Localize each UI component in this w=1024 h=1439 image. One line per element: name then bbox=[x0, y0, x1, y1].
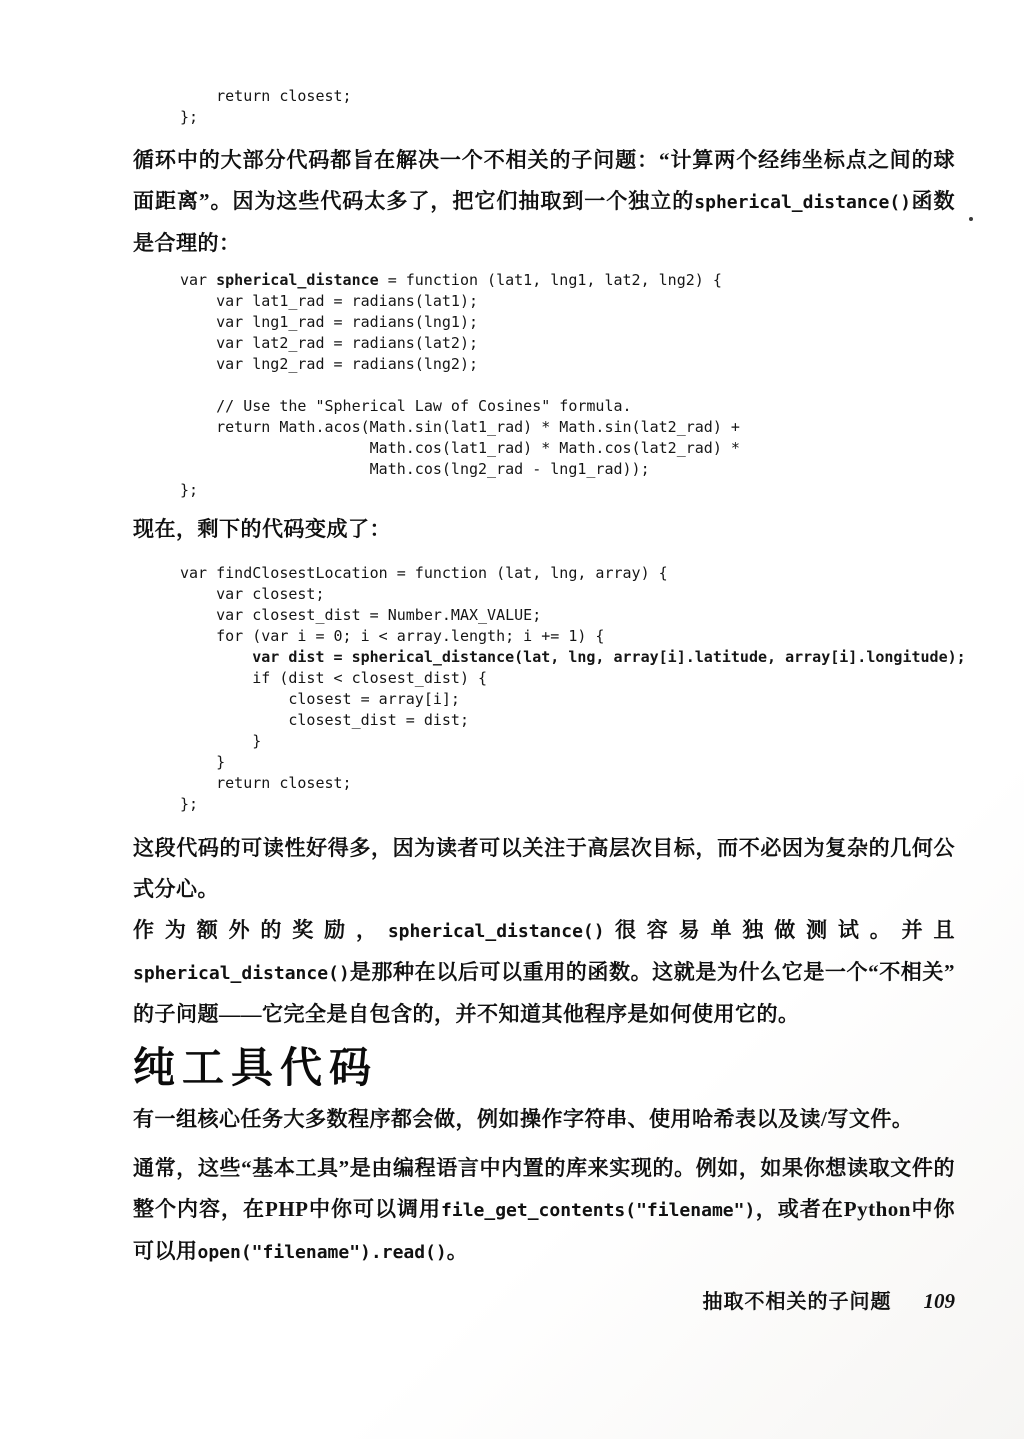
code-text: // Use the "Spherical Law of Cosines" formula. bbox=[180, 397, 632, 415]
text-run: 很容易单独做测试。并且 bbox=[604, 918, 956, 942]
text-run: 是那种在以后可以重用的函数。这就是为什么它是一个“不相关”的子问题——它完全是自包含的，并不知道其他程序是如何使用它的。 bbox=[133, 960, 955, 1026]
code-text: var closest_dist = Number.MAX_VALUE; bbox=[180, 606, 542, 624]
code-line bbox=[180, 459, 955, 480]
code-text: Math.cos(lat1_rad) * Math.cos(lat2_rad) * bbox=[180, 439, 740, 457]
code-line bbox=[180, 417, 955, 438]
code-text: = function (lat1, lng1, lat2, lng2) { bbox=[378, 271, 722, 289]
code-line bbox=[180, 584, 955, 605]
text-run: 有一组核心任务大多数程序都会做，例如操作字符串、使用哈希表以及读/写文件。 bbox=[133, 1107, 914, 1131]
page-footer bbox=[703, 1287, 956, 1316]
text-run: 。 bbox=[446, 1239, 469, 1263]
code-line bbox=[180, 710, 955, 731]
code-line bbox=[180, 86, 955, 107]
code-line bbox=[180, 563, 955, 584]
paragraph-extract-subproblem bbox=[133, 140, 955, 264]
code-line bbox=[180, 270, 955, 291]
code-find-closest-location bbox=[133, 563, 966, 815]
code-line bbox=[180, 647, 966, 668]
code-text: }; bbox=[180, 481, 199, 499]
code-line bbox=[180, 312, 955, 333]
code-text: return closest; bbox=[180, 774, 352, 792]
text-run: 循环中的大部分代码都旨在解决一个不相关的子问题：“计算两个经纬坐标点之间的球面距离”。因为这些代码太多了，把它们抽取到一个独立的 bbox=[133, 148, 955, 213]
code-line bbox=[180, 438, 955, 459]
inline-code: spherical_distance() bbox=[694, 192, 912, 213]
text-run: 这段代码的可读性好得多，因为读者可以关注于高层次目标，而不必因为复杂的几何公式分心。 bbox=[133, 836, 955, 901]
code-line bbox=[180, 291, 955, 312]
text-run: 作为额外的奖励， bbox=[133, 918, 388, 942]
code-line bbox=[180, 107, 955, 128]
code-text: var lat2_rad = radians(lat2); bbox=[180, 334, 479, 352]
code-text: var lat1_rad = radians(lat1); bbox=[180, 292, 479, 310]
footer-page-number: 109 bbox=[923, 1289, 955, 1313]
code-line bbox=[180, 354, 955, 375]
code-line bbox=[180, 773, 955, 794]
code-line bbox=[180, 626, 955, 647]
code-text bbox=[180, 648, 252, 666]
text-run: 现在，剩下的代码变成了： bbox=[133, 517, 391, 541]
text-run: 通常，这些“基本工具”是由编程语言中内置的库来实现的。例如，如果你想读取文件的整个内容，在PHP中你可以调用 bbox=[133, 1156, 955, 1221]
paragraph-extra-bonus bbox=[133, 910, 955, 1035]
inline-code: spherical_distance() bbox=[133, 963, 350, 984]
code-emphasis: spherical_distance bbox=[216, 271, 379, 289]
code-text: }; bbox=[180, 108, 199, 126]
code-text: for (var i = 0; i < array.length; i += 1) { bbox=[180, 627, 605, 645]
page-content bbox=[133, 86, 966, 1273]
section-heading-pure-utility-code: 纯工具代码 bbox=[133, 1046, 379, 1092]
code-line bbox=[180, 794, 955, 815]
code-text: var lng1_rad = radians(lng1); bbox=[180, 313, 479, 331]
code-line bbox=[180, 605, 955, 626]
paragraph-now-remaining-code bbox=[133, 509, 955, 550]
code-line bbox=[180, 689, 955, 710]
code-text: }; bbox=[180, 795, 199, 813]
scan-artifact-dot bbox=[969, 217, 973, 221]
code-snippet-return-closest bbox=[133, 86, 955, 128]
paragraph-readability bbox=[133, 828, 955, 910]
code-line bbox=[180, 396, 955, 417]
code-line bbox=[180, 752, 955, 773]
inline-code: spherical_distance() bbox=[387, 921, 605, 942]
footer-section-title: 抽取不相关的子问题 bbox=[702, 1291, 892, 1313]
code-text: return Math.acos(Math.sin(lat1_rad) * Math.sin(lat2_rad) + bbox=[180, 418, 740, 436]
code-line bbox=[180, 480, 955, 501]
code-text: } bbox=[180, 732, 262, 750]
code-emphasis: var dist = spherical_distance(lat, lng, array[i].latitude, array[i].longitude); bbox=[252, 648, 966, 666]
paragraph-core-tasks bbox=[133, 1099, 955, 1140]
inline-code: open("filename").read() bbox=[197, 1242, 447, 1263]
code-text: if (dist < closest_dist) { bbox=[180, 669, 488, 687]
code-line bbox=[180, 375, 955, 396]
code-spherical-distance-function bbox=[133, 270, 955, 501]
code-text: var bbox=[180, 271, 217, 289]
code-text: closest = array[i]; bbox=[180, 690, 460, 708]
code-line bbox=[180, 668, 955, 689]
code-text: } bbox=[180, 753, 226, 771]
code-line bbox=[180, 333, 955, 354]
code-text: closest_dist = dist; bbox=[180, 711, 469, 729]
code-line bbox=[180, 731, 955, 752]
code-text: var lng2_rad = radians(lng2); bbox=[180, 355, 479, 373]
paragraph-basic-utilities bbox=[133, 1148, 955, 1273]
text-run: 函数是合理的： bbox=[133, 189, 955, 255]
inline-code: file_get_contents("filename") bbox=[441, 1200, 756, 1221]
code-text: var closest; bbox=[180, 585, 325, 603]
code-text: Math.cos(lng2_rad - lng1_rad)); bbox=[180, 460, 650, 478]
code-text: var findClosestLocation = function (lat, lng, array) { bbox=[180, 564, 668, 582]
code-text: return closest; bbox=[180, 87, 352, 105]
text-run: ，或者在Python中你可以用 bbox=[133, 1197, 955, 1263]
